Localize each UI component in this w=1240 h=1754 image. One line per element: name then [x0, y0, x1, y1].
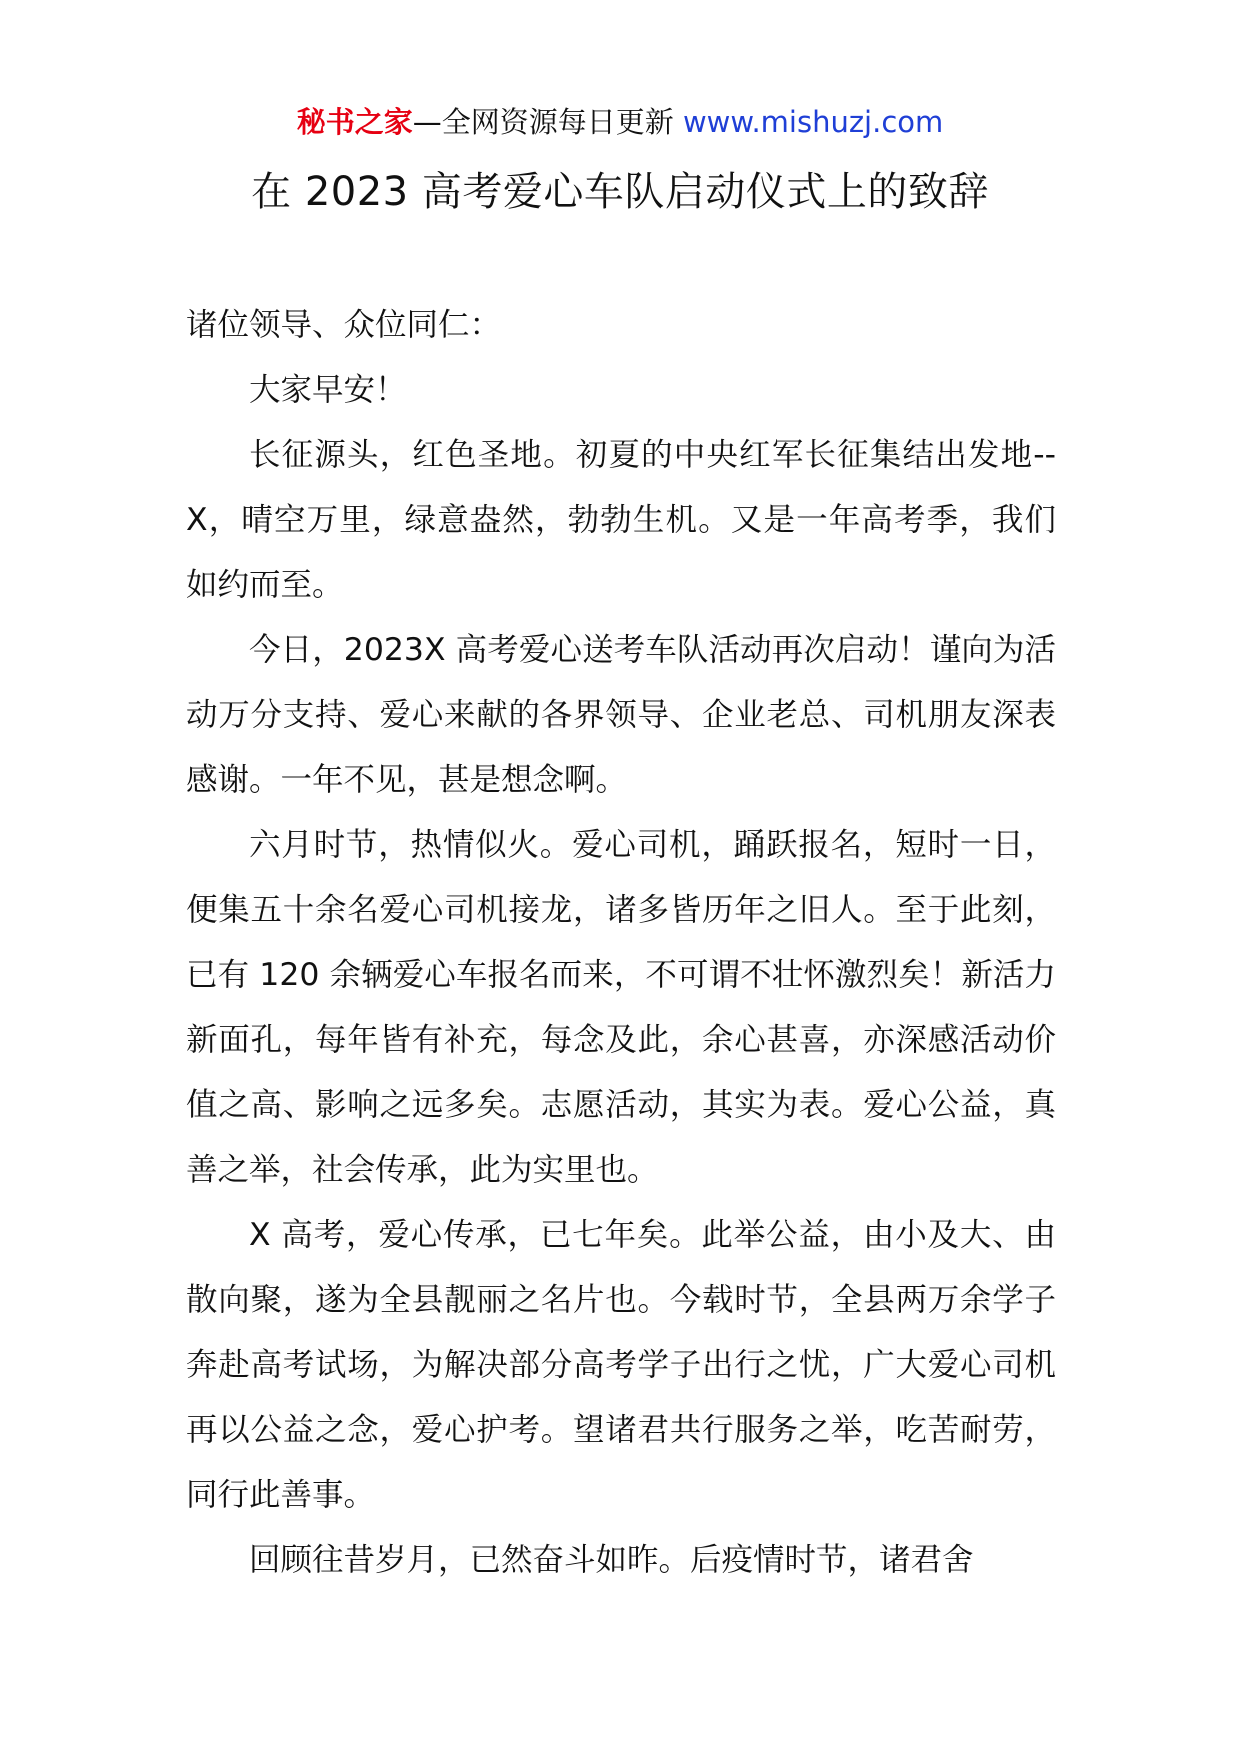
paragraph-3: 六月时节，热情似火。爱心司机，踊跃报名，短时一日，便集五十余名爱心司机接龙，诸多皆历年之旧人。至于此刻，已有 120 余辆爱心车报名而来，不可谓不壮怀激烈矣！新活力新面孔，每年皆有补充，每念及此，余心甚喜，亦深感活动价值之高、影响之远多矣。志愿活动，其实为表。爱心公益，真善之举，社会传承，此为实里也。 — [186, 827, 1056, 1188]
document-body — [186, 293, 1056, 1593]
paragraph-1: 长征源头，红色圣地。初夏的中央红军长征集结出发地--X，晴空万里，绿意盎然，勃勃生机。又是一年高考季，我们如约而至。 — [186, 437, 1056, 603]
site-brand-name: 秘书之家 — [296, 105, 413, 139]
paragraph-4: X 高考，爱心传承，已七年矣。此举公益，由小及大、由散向聚，遂为全县靓丽之名片也。今载时节，全县两万余学子奔赴高考试场，为解决部分高考学子出行之忧，广大爱心司机再以公益之念，爱心护考。望诸君共行服务之举，吃苦耐劳，同行此善事。 — [186, 1217, 1056, 1513]
site-tagline: —全网资源每日更新 — [412, 105, 683, 139]
salutation: 诸位领导、众位同仁： — [186, 307, 502, 343]
paragraph-5: 回顾往昔岁月，已然奋斗如昨。后疫情时节，诸君舍 — [249, 1542, 974, 1578]
document-title: 在 2023 高考爱心车队启动仪式上的致辞 — [251, 169, 989, 215]
site-banner — [0, 102, 1240, 142]
paragraph-greeting: 大家早安！ — [249, 372, 407, 408]
paragraph-2: 今日，2023X 高考爱心送考车队活动再次启动！谨向为活动万分支持、爱心来献的各界领导、企业老总、司机朋友深表感谢。一年不见，甚是想念啊。 — [186, 632, 1056, 798]
site-url-link[interactable]: www.mishuzj.com — [682, 105, 944, 139]
